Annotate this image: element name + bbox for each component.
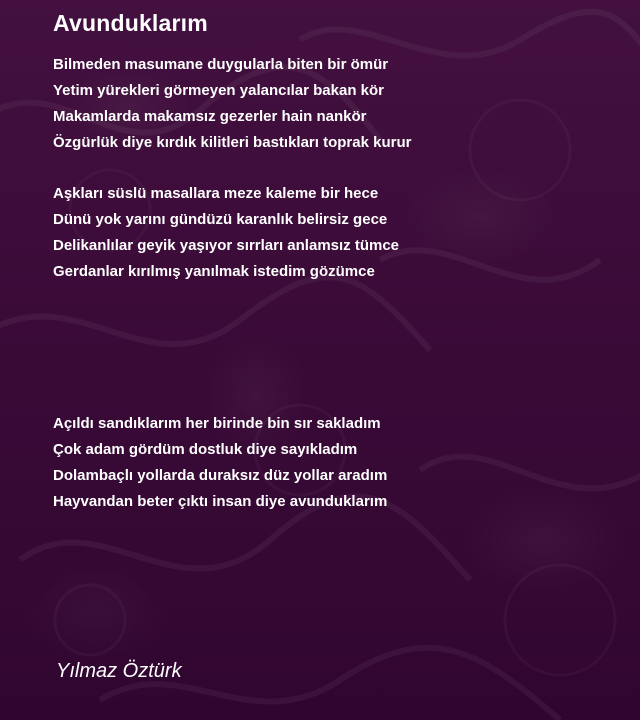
poem-line: Hayvandan beter çıktı insan diye avunduklarım (53, 493, 388, 510)
stanza-2 (53, 181, 399, 285)
poem-line: Bilmeden masumane duygularla biten bir ömür (53, 56, 389, 73)
poem-line: Çok adam gördüm dostluk diye sayıkladım (53, 441, 358, 458)
poem-line: Açıldı sandıklarım her birinde bin sır sakladım (53, 415, 381, 432)
poem-author: Yılmaz Öztürk (56, 660, 182, 682)
stanza-3 (53, 411, 387, 515)
poem-line: Delikanlılar geyik yaşıyor sırrları anlamsız tümce (53, 237, 400, 254)
stanza-1 (53, 52, 411, 156)
poem-line: Makamlarda makamsız gezerler hain nankör (53, 108, 367, 125)
poem-line: Dünü yok yarını gündüzü karanlık belirsiz gece (53, 211, 388, 228)
poem-title: Avunduklarım (53, 10, 208, 36)
poem-line: Gerdanlar kırılmış yanılmak istedim gözümce (53, 263, 375, 280)
poem-line: Dolambaçlı yollarda duraksız düz yollar aradım (53, 467, 388, 484)
poem-line: Aşkları süslü masallara meze kaleme bir hece (53, 185, 379, 202)
poem-line: Özgürlük diye kırdık kilitleri bastıkları toprak kurur (53, 134, 412, 151)
poem-line: Yetim yürekleri görmeyen yalancılar bakan kör (53, 82, 384, 99)
